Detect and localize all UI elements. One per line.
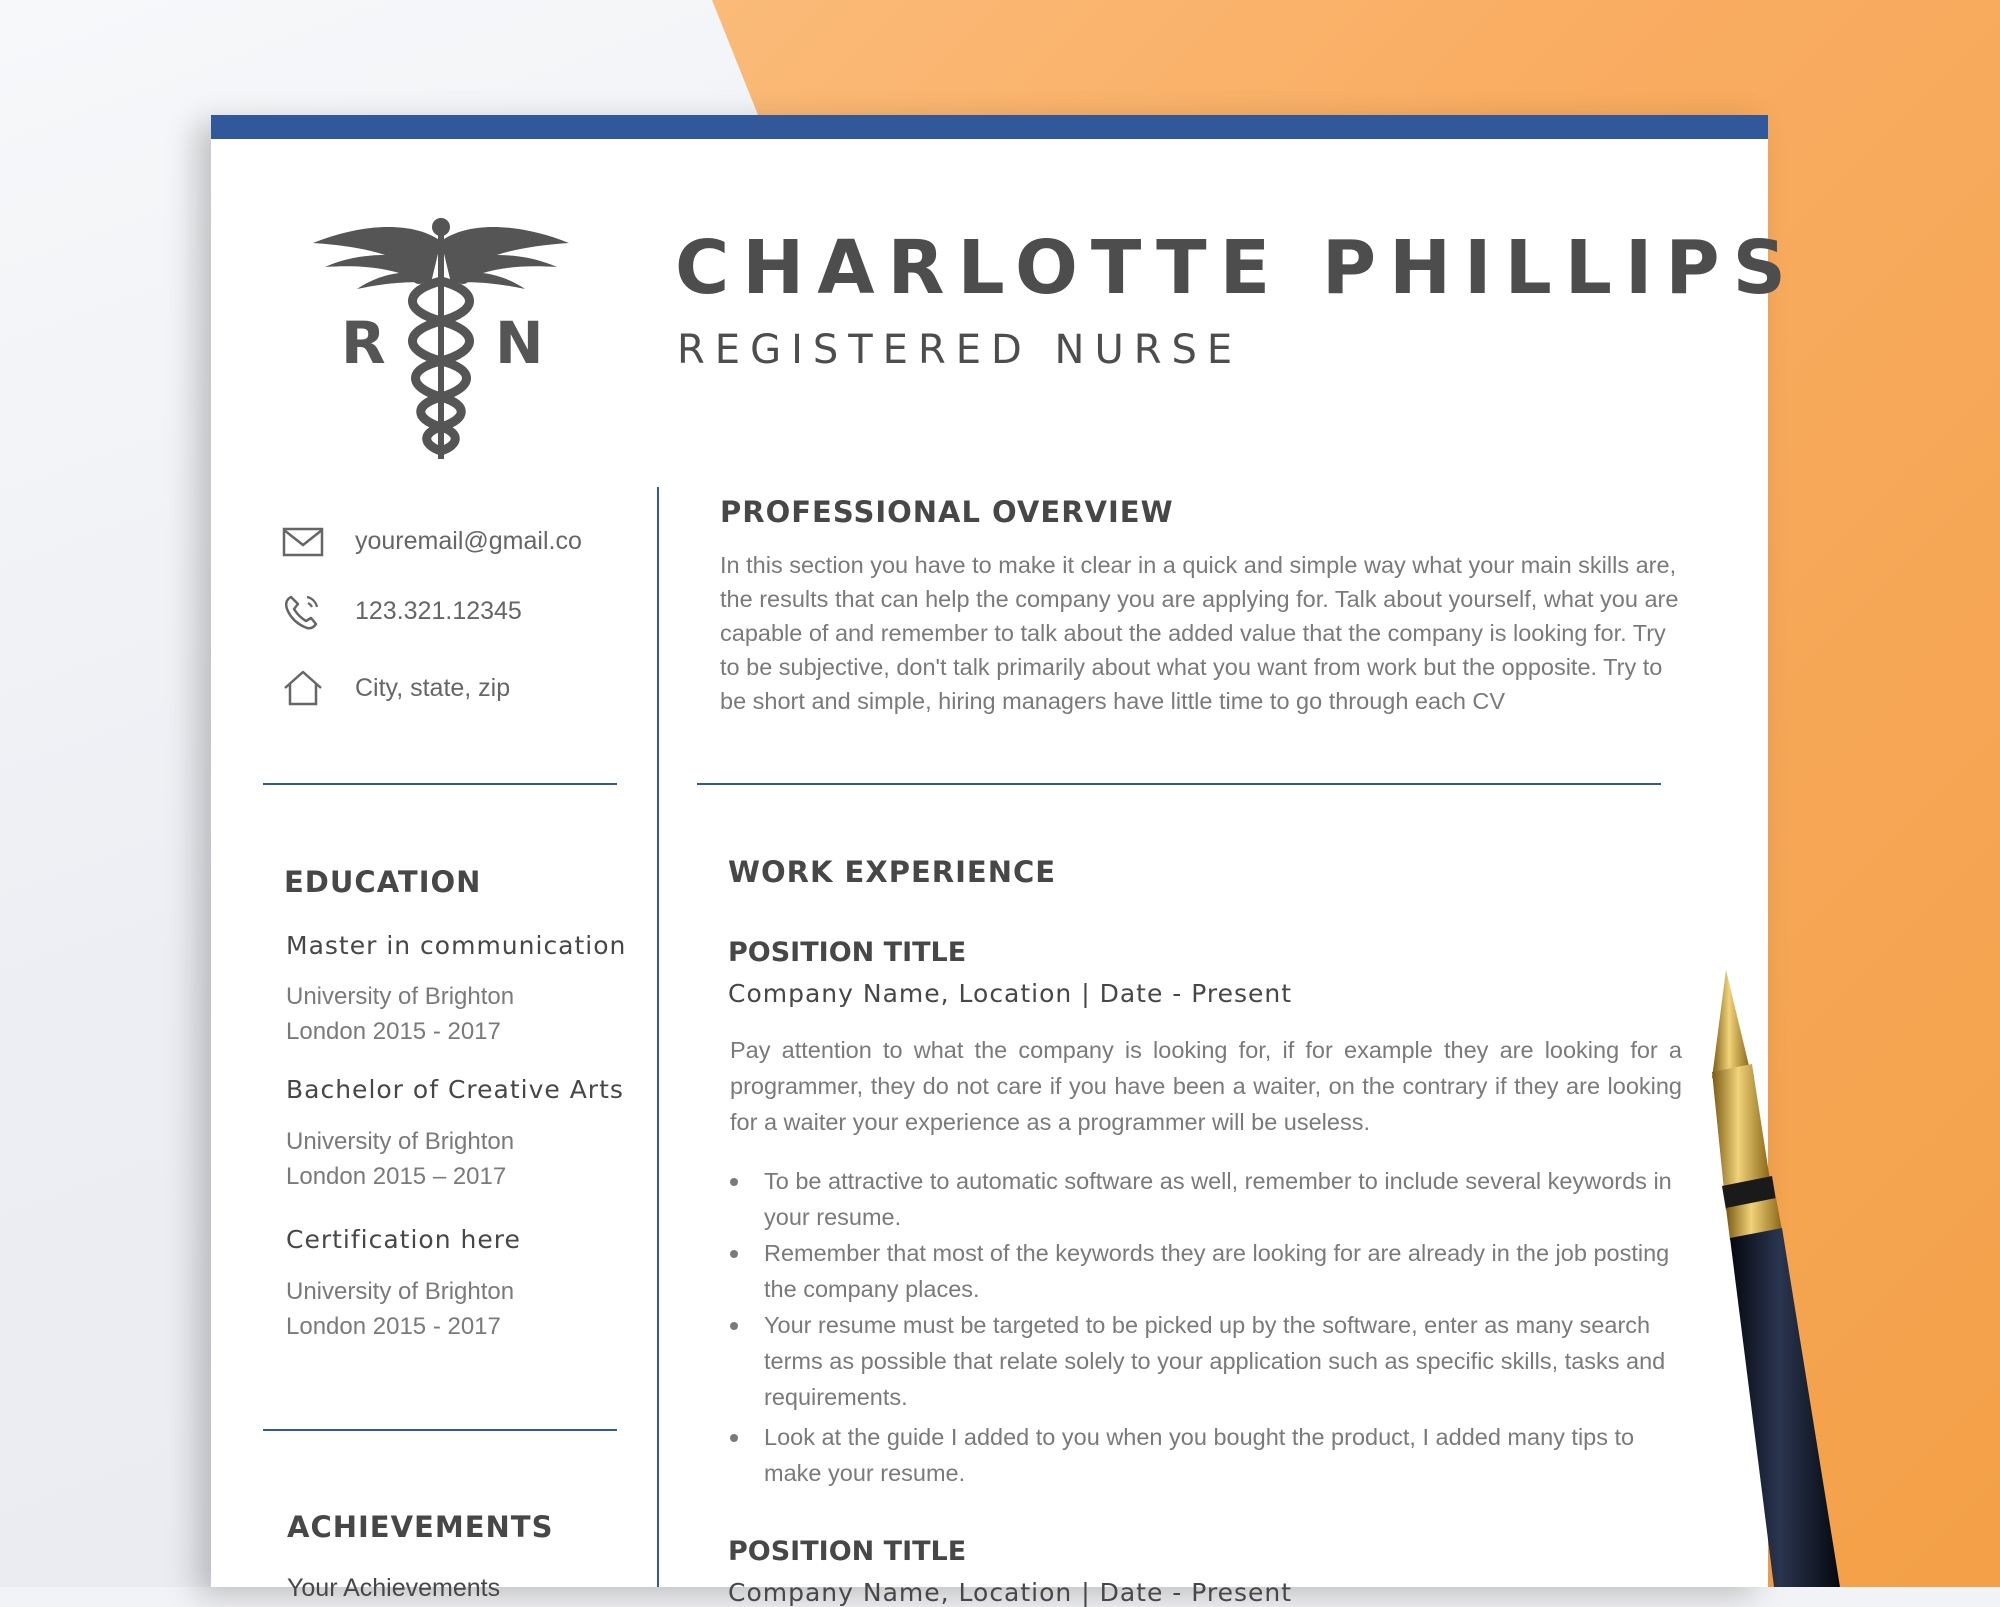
education-years: London 2015 - 2017 [286,1313,501,1340]
education-school: University of Brighton [286,1128,515,1155]
education-school: University of Brighton [286,983,515,1010]
education-divider [263,1429,617,1431]
caduceus-icon [303,211,579,461]
overview-divider [697,783,1661,785]
candidate-role: REGISTERED NURSE [677,327,1243,373]
contact-phone [281,591,522,631]
list-item: Remember that most of the keywords they are looking for are already in the job posting the company places. [730,1235,1682,1307]
home-icon [281,668,325,708]
education-degree: Master in communication [286,931,627,960]
job-description: Pay attention to what the company is looking for, if for example they are looking for a programmer, they do not care if you have been a waiter, on the contrary if they are looking for a waiter your experience as a programmer will be useless. [730,1037,1682,1135]
logo-letter-n: N [495,309,544,377]
achievement-item: Your Achievements [287,1574,501,1602]
position-title: POSITION TITLE [728,1536,967,1567]
list-item: Your resume must be targeted to be picked up by the software, enter as many search terms as possible that relate solely to your application such as specific skills, tasks and requirements. [730,1307,1682,1415]
company-line: Company Name, Location | Date - Present [728,979,1293,1008]
list-item: To be attractive to automatic software as well, remember to include several keywords in your resume. [730,1163,1682,1235]
logo-letter-r: R [341,309,386,377]
contact-divider [263,783,617,785]
education-years: London 2015 – 2017 [286,1163,507,1190]
education-school: University of Brighton [286,1278,515,1305]
job-bullets [730,1163,1682,1491]
work-experience-title: WORK EXPERIENCE [728,855,1057,889]
phone-icon [281,591,325,631]
address-text: City, state, zip [355,673,511,702]
candidate-name: CHARLOTTE PHILLIPS [675,225,1799,311]
list-item: Look at the guide I added to you when you bought the product, I added many tips to make your resume. [730,1419,1682,1491]
accent-bar [211,115,1768,139]
email-text: youremail@gmail.co [355,526,582,555]
education-degree: Certification here [286,1225,521,1254]
contact-email [281,521,582,561]
fountain-pen-icon [1690,960,1840,1587]
education-years: London 2015 - 2017 [286,1018,501,1045]
envelope-icon [281,521,325,561]
resume-page [211,115,1799,1607]
contact-address [281,668,510,708]
education-degree: Bachelor of Creative Arts [286,1075,624,1104]
phone-text: 123.321.12345 [355,596,522,625]
company-line: Company Name, Location | Date - Present [728,1578,1293,1607]
column-divider [657,487,659,1587]
position-title: POSITION TITLE [728,937,967,968]
education-title: EDUCATION [284,865,482,899]
achievements-title: ACHIEVEMENTS [287,1510,554,1544]
overview-text: In this section you have to make it clear in a quick and simple way what your main skills are, the results that can help the company you are applying for. Talk about yourself, what you are capable of and remember to talk about the added value that the company is looking for. Try to be subjective, don't talk primarily about what you want from work but the opposite. Try to be short and simple, hiring managers have little time to go through each CV [720,552,1679,714]
overview-title: PROFESSIONAL OVERVIEW [720,495,1174,529]
